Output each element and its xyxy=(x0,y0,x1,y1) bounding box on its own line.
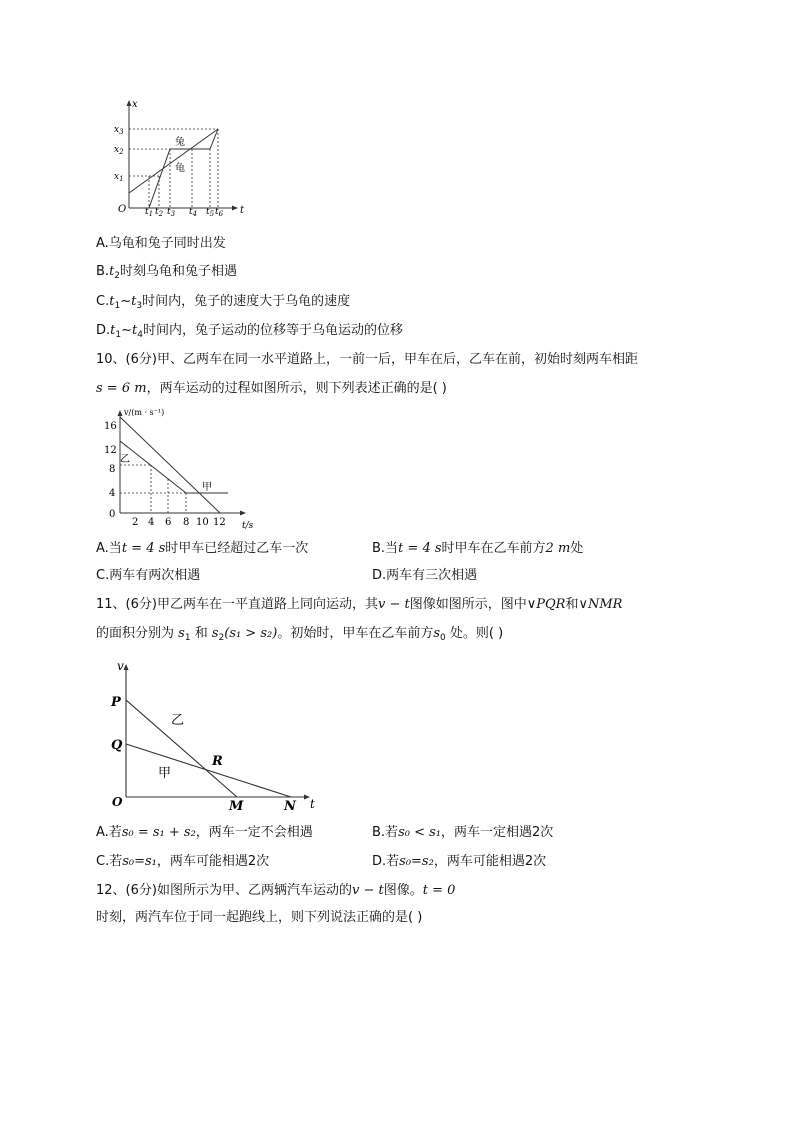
q11-line2-s0-sub: 0 xyxy=(440,633,446,643)
q9-option-c-prefix: C. xyxy=(96,294,110,309)
q9-option-b xyxy=(96,263,237,285)
q9-origin: O xyxy=(118,204,127,215)
q11-line2-prefix: 的面积分别为 xyxy=(96,626,175,641)
q9-option-b-text: 时刻乌龟和兔子相遇 xyxy=(120,264,238,279)
q10-vt-graph xyxy=(96,404,266,532)
q9-xtick-t6: $t_6$ xyxy=(215,207,224,218)
q9-xtick-t2: $t_2$ xyxy=(155,207,164,218)
q11-option-b xyxy=(372,824,553,842)
q12-stem-mid: 图像。 xyxy=(383,883,423,898)
q11-stem-tri1: ∨PQR xyxy=(526,597,566,612)
q11-point-m: M xyxy=(229,799,244,814)
q11-point-q: Q xyxy=(111,738,123,753)
q9-option-c-sub1: 1 xyxy=(114,301,121,311)
q11-option-a xyxy=(96,824,313,842)
q10-ytick-0: 0 xyxy=(109,509,116,520)
q10-y-axis-label: v/(m · s⁻¹) xyxy=(124,408,165,417)
q10-option-b-prefix: B.当 xyxy=(372,541,399,556)
q11-vt-graph xyxy=(108,656,328,814)
q10-stem-line2 xyxy=(96,380,447,398)
q11-line2-post: 处。则( ) xyxy=(449,626,504,641)
q10-ytick-16: 16 xyxy=(104,421,117,432)
q10-xtick-8: 8 xyxy=(183,517,190,528)
q9-ytick-x1: $x_1$ xyxy=(114,172,124,183)
q11-option-c-math: s₀=s₁ xyxy=(122,854,157,869)
q9-option-c-t1: t xyxy=(109,294,115,309)
q11-stem-vt: v − t xyxy=(377,597,410,612)
q10-jia-line xyxy=(120,417,220,513)
q11-option-b-prefix: B.若 xyxy=(372,825,399,840)
q12-stem-prefix: 12、(6分)如图所示为甲、乙两辆汽车运动的 xyxy=(96,883,352,898)
q10-option-b-mid: 时甲车在乙车前方 xyxy=(441,541,546,556)
q11-stem-line2 xyxy=(96,625,503,647)
q11-line2-s2: s xyxy=(211,626,219,641)
q9-option-d-sub2: 4 xyxy=(137,330,143,340)
q10-option-a-t: t = 4 s xyxy=(121,541,166,556)
q11-option-c xyxy=(96,853,269,871)
q10-stem-distance: s = 6 m xyxy=(96,381,147,396)
q9-option-d xyxy=(96,322,403,344)
q11-stem-line1 xyxy=(96,596,622,614)
q10-option-a-prefix: A.当 xyxy=(96,541,122,556)
q11-option-a-text: ，两车一定不会相遇 xyxy=(195,825,313,840)
q11-line2-s1-sub: 1 xyxy=(184,633,191,643)
q10-ytick-4: 4 xyxy=(109,488,116,499)
q9-option-b-sub: 2 xyxy=(114,271,121,281)
q11-point-p: P xyxy=(111,695,121,710)
q9-option-d-tilde: ~ xyxy=(121,323,133,338)
q10-xtick-6: 6 xyxy=(165,517,172,528)
q11-line2-s2-sub: 2 xyxy=(218,633,225,643)
q11-line2-mid: 。初始时，甲车在乙车前方 xyxy=(277,626,434,641)
q9-option-b-prefix: B. xyxy=(96,264,110,279)
q9-option-c-t2: t xyxy=(131,294,137,309)
q11-stem-tri2: ∨NMR xyxy=(578,597,623,612)
q9-axis-y-label: x xyxy=(132,99,138,110)
q11-origin: O xyxy=(112,795,123,809)
q10-option-b xyxy=(372,540,583,558)
q9-option-d-t2: t xyxy=(132,323,138,338)
q10-label-jia: 甲 xyxy=(202,482,212,493)
q10-xtick-12: 12 xyxy=(213,517,226,528)
q9-ytick-x3: $x_3$ xyxy=(114,125,124,136)
q11-option-d xyxy=(372,853,546,871)
q12-stem-line1 xyxy=(96,882,455,900)
q9-ytick-x2: $x_2$ xyxy=(114,145,124,156)
q9-option-d-prefix: D. xyxy=(96,323,111,338)
q11-option-d-prefix: D.若 xyxy=(372,854,400,869)
q10-stem-rest: ，两车运动的过程如图所示，则下列表述正确的是( ) xyxy=(146,381,447,396)
q10-xtick-10: 10 xyxy=(196,517,209,528)
q9-xtick-t3: $t_3$ xyxy=(167,207,176,218)
q10-ytick-12: 12 xyxy=(104,445,117,456)
q11-point-r: R xyxy=(212,754,223,769)
q9-xtick-t4: $t_4$ xyxy=(189,207,198,218)
q11-line2-and: 和 xyxy=(194,626,208,641)
q10-option-b-d: 2 m xyxy=(545,541,571,556)
q11-option-c-text: ，两车可能相遇2次 xyxy=(156,854,270,869)
q11-line2-s1: s xyxy=(178,626,185,641)
q10-option-d: D.两车有三次相遇 xyxy=(372,568,478,583)
q10-option-a-text: 时甲车已经超过乙车一次 xyxy=(165,541,309,556)
q10-option-b-t: t = 4 s xyxy=(398,541,442,556)
q11-point-n: N xyxy=(284,799,296,814)
q11-option-d-text: ，两车可能相遇2次 xyxy=(433,854,547,869)
q11-option-a-prefix: A.若 xyxy=(96,825,122,840)
q11-option-a-math: s₀ = s₁ + s₂ xyxy=(121,825,196,840)
q9-option-d-text: 时间内，兔子运动的位移等于乌龟运动的位移 xyxy=(143,323,404,338)
q11-option-d-math: s₀=s₂ xyxy=(399,854,434,869)
turtle-line xyxy=(129,129,218,193)
q11-option-b-text: ，两车一定相遇2次 xyxy=(441,825,554,840)
q9-option-c-sub2: 3 xyxy=(136,301,143,311)
q11-axis-v: v xyxy=(117,659,124,673)
q9-option-b-t: t xyxy=(109,264,115,279)
q10-option-a xyxy=(96,540,308,558)
q10-stem-line1: 10、(6分)甲、乙两车在同一水平道路上，一前一后，甲车在后，乙车在前，初始时刻两车相距 xyxy=(96,352,638,367)
q9-option-d-t1: t xyxy=(110,323,116,338)
q9-xtick-t1: $t_1$ xyxy=(145,207,154,218)
q11-jia-line xyxy=(126,744,291,797)
q9-label-rabbit: 兔 xyxy=(175,137,185,148)
q10-x-axis-label: t/s xyxy=(242,521,254,531)
q10-ytick-8: 8 xyxy=(109,464,116,475)
q11-line2-s0: s xyxy=(433,626,441,641)
q11-stem-mid: 图像如图所示，图中 xyxy=(409,597,527,612)
q9-label-turtle: 龟 xyxy=(175,163,185,174)
q10-xtick-4: 4 xyxy=(148,517,155,528)
q9-option-d-sub1: 1 xyxy=(115,330,122,340)
q9-axis-x-label: t xyxy=(240,205,245,216)
q11-axis-t: t xyxy=(310,797,315,811)
q9-xtick-t5: $t_5$ xyxy=(206,207,215,218)
q11-line2-cond: (s₁ > s₂) xyxy=(224,626,278,641)
q11-label-yi: 乙 xyxy=(171,713,185,728)
q10-option-b-text: 处 xyxy=(570,541,584,556)
q11-label-jia: 甲 xyxy=(158,766,172,781)
q9-option-c-tilde: ~ xyxy=(120,294,132,309)
q9-option-c xyxy=(96,293,350,315)
q9-xt-graph xyxy=(108,98,248,220)
q11-option-c-prefix: C.若 xyxy=(96,854,123,869)
q10-xtick-2: 2 xyxy=(132,517,139,528)
q10-label-yi: 乙 xyxy=(120,454,130,465)
q11-option-b-math: s₀ < s₁ xyxy=(398,825,441,840)
q11-stem-and: 和 xyxy=(565,597,579,612)
q12-stem-line2: 时刻，两汽车位于同一起跑线上，则下列说法正确的是( ) xyxy=(96,910,423,925)
q12-stem-vt: v − t xyxy=(351,883,384,898)
q12-stem-t0: t = 0 xyxy=(422,883,456,898)
q11-stem-prefix: 11、(6分)甲乙两车在一平直道路上同向运动，其 xyxy=(96,597,378,612)
q9-option-c-text: 时间内，兔子的速度大于乌龟的速度 xyxy=(142,294,351,309)
q9-option-a: A.乌龟和兔子同时出发 xyxy=(96,236,226,251)
q10-option-c: C.两车有两次相遇 xyxy=(96,568,201,583)
